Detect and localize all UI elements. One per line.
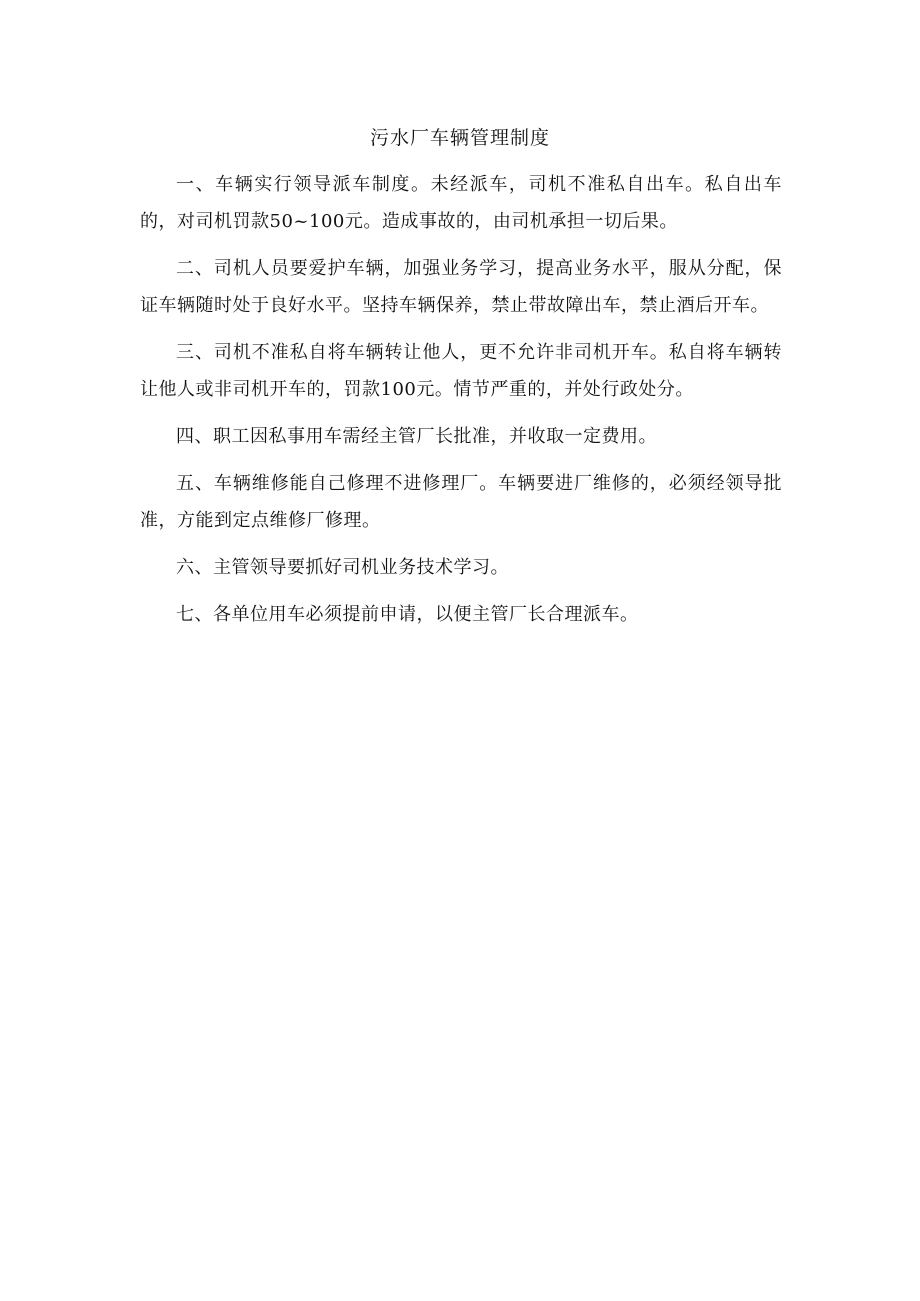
clause-1: 一、车辆实行领导派车制度。未经派车，司机不准私自出车。私自出车的，对司机罚款50~100元。造成事故的，由司机承担一切后果。	[140, 174, 782, 232]
document-body	[140, 166, 782, 643]
document-title: 污水厂车辆管理制度	[369, 127, 550, 149]
clause-7: 七、各单位用车必须提前申请，以便主管厂长合理派车。	[176, 604, 639, 625]
clause-2: 二、司机人员要爱护车辆，加强业务学习，提高业务水平，服从分配，保证车辆随时处于良好水平。坚持车辆保养，禁止带故障出车，禁止酒后开车。	[140, 258, 782, 316]
clause-5: 五、车辆维修能自己修理不进修理厂。车辆要进厂维修的，必须经领导批准，方能到定点维修厂修理。	[140, 473, 782, 531]
clause-3: 三、司机不准私自将车辆转让他人，更不允许非司机开车。私自将车辆转让他人或非司机开车的，罚款100元。情节严重的，并处行政处分。	[140, 342, 782, 400]
clause-4: 四、职工因私事用车需经主管厂长批准，并收取一定费用。	[176, 426, 657, 447]
clause-6: 六、主管领导要抓好司机业务技术学习。	[176, 557, 509, 578]
